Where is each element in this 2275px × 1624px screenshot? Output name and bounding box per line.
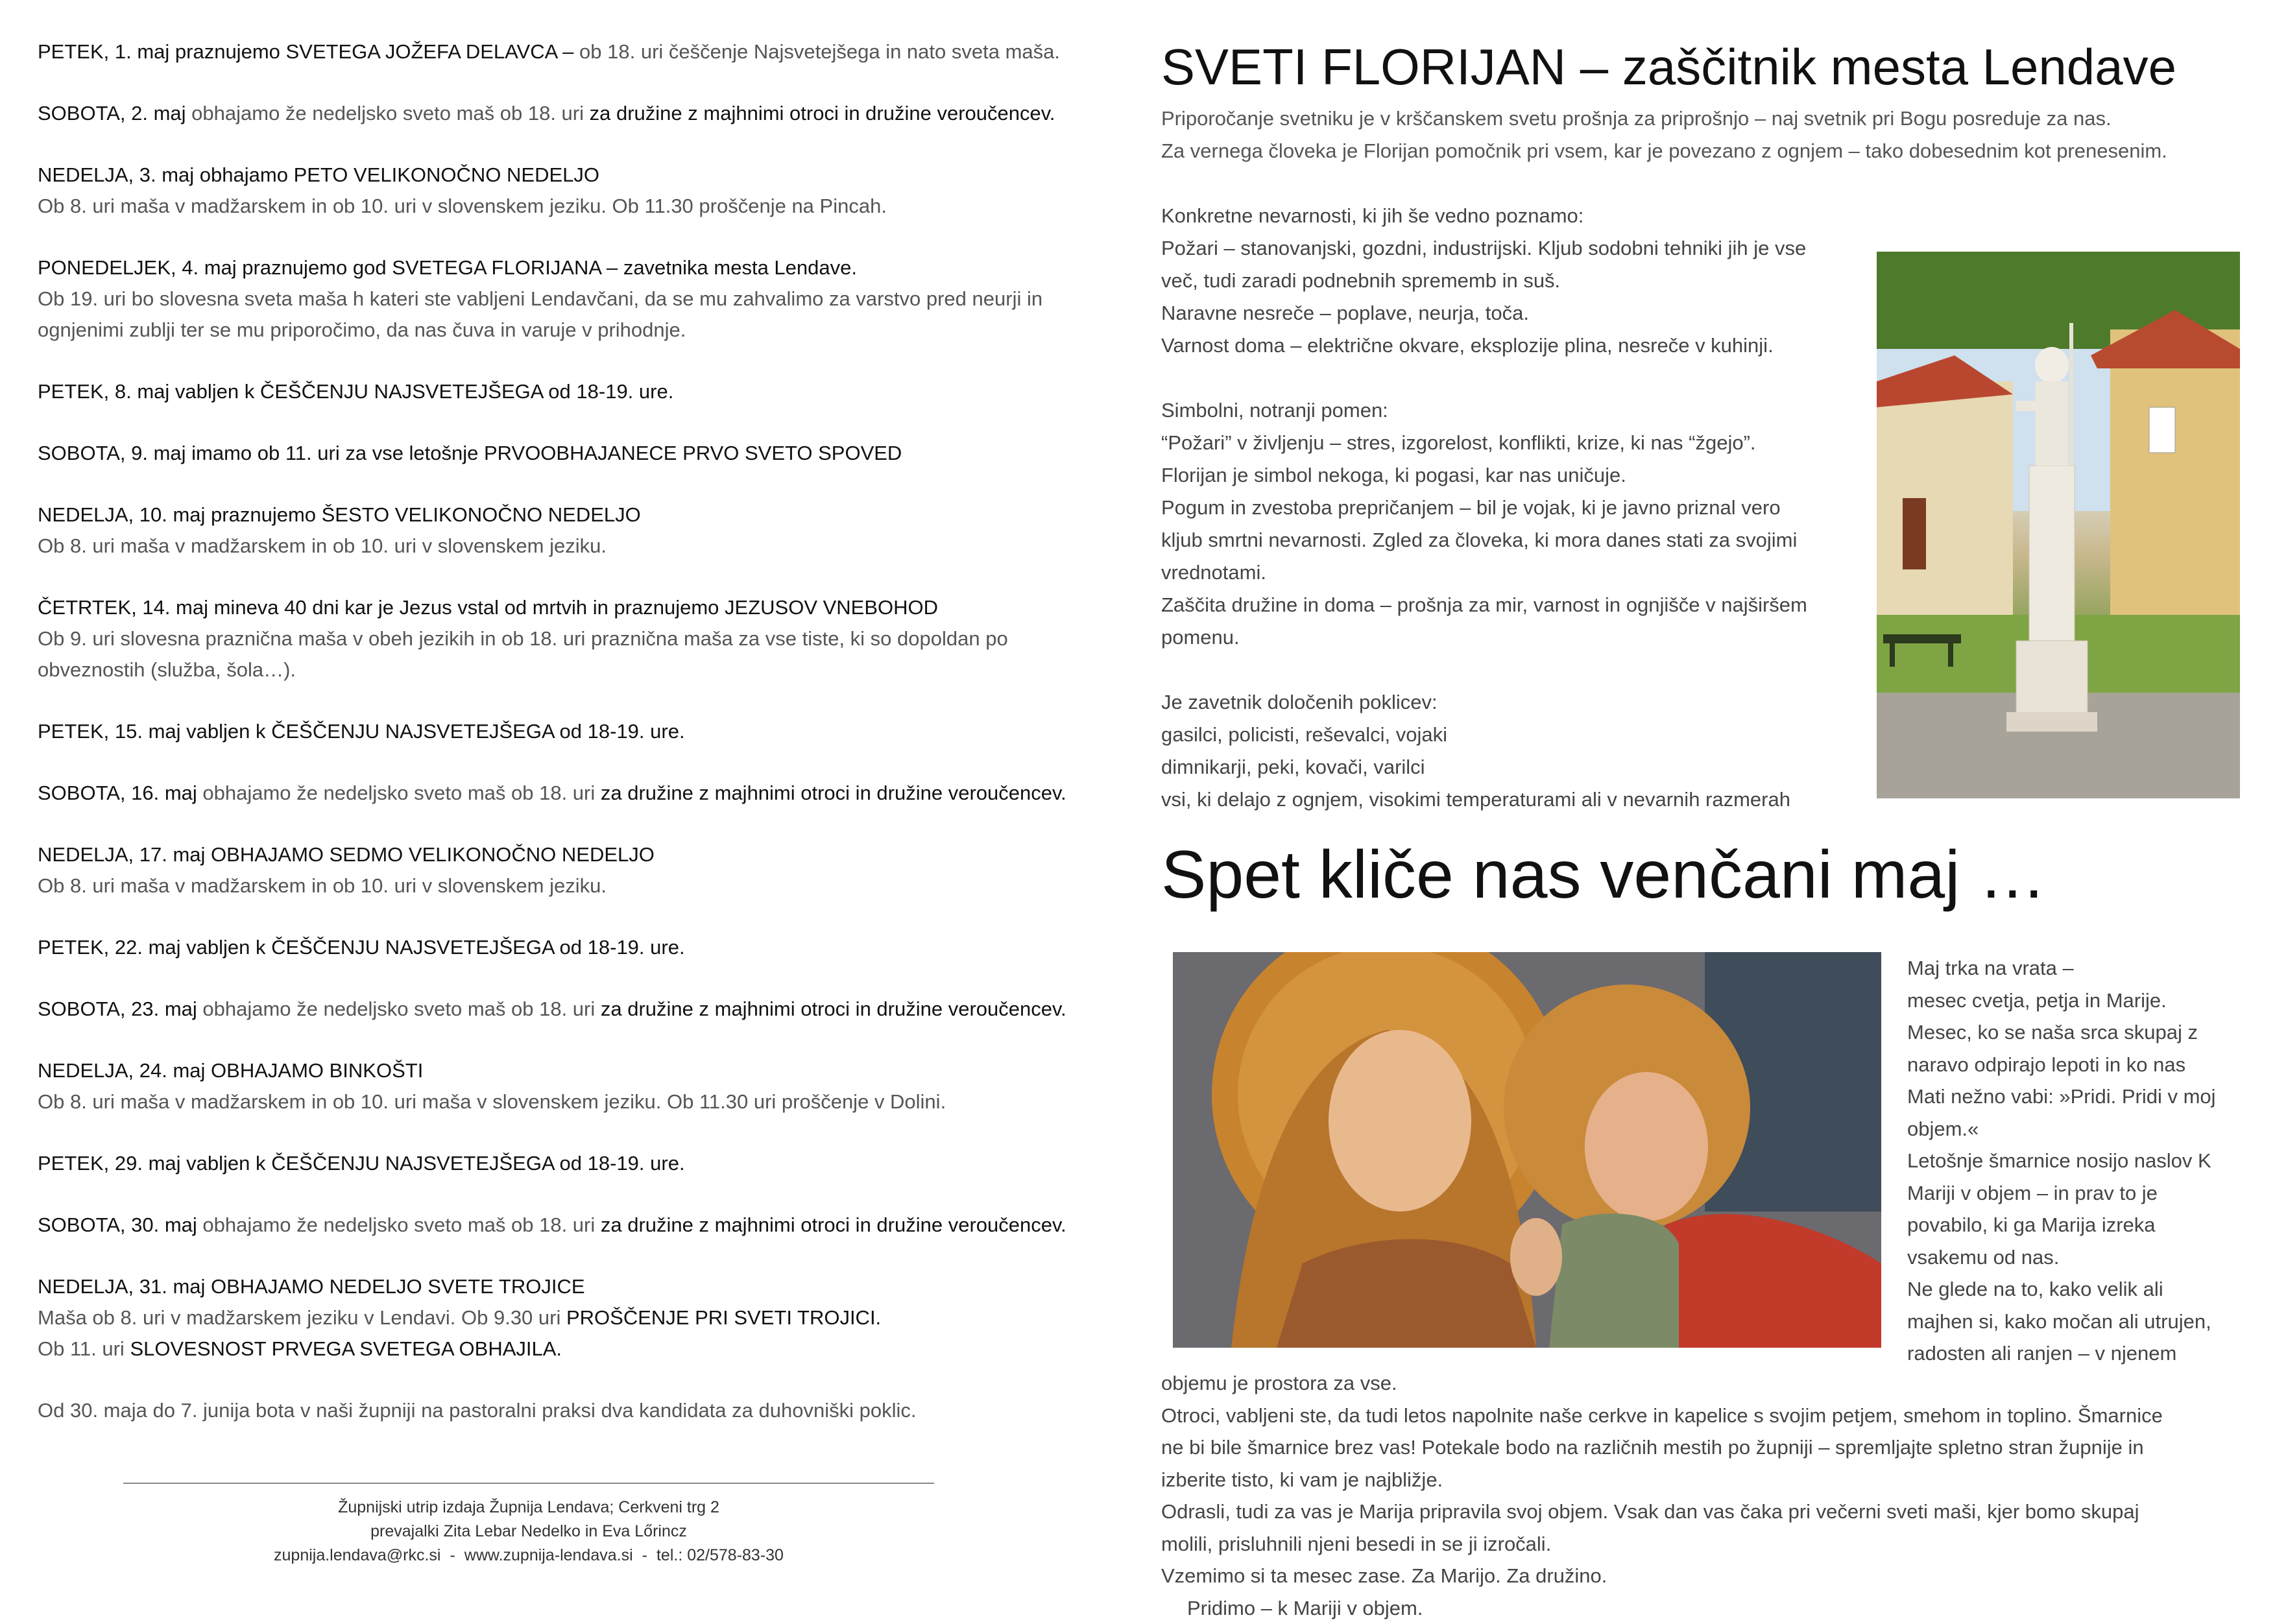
text-line: več, tudi zaradi podnebnih sprememb in suš. — [1161, 265, 1862, 297]
entry-heading-rest: obhajamo že nedeljsko sveto maš ob 18. uri — [197, 997, 595, 1020]
florijan-patron — [1161, 686, 1862, 816]
text-line: Mati nežno vabi: »Pridi. Pridi v moj — [1907, 1081, 2245, 1113]
text-line: Varnost doma – električne okvare, eksplozije plina, nesreče v kuhinji. — [1161, 329, 1862, 362]
madonna-fresco-image — [1173, 952, 1881, 1348]
entry-heading — [38, 252, 1140, 283]
entry-heading-extra: za družine z majhnimi otroci in družine veroučencev. — [595, 782, 1066, 804]
maj-bottom-text — [1161, 1367, 2245, 1624]
entry-detail: Ob 9. uri slovesna praznična maša v obeh jezikih in ob 18. uri praznična maša za vse tiste, ki so dopoldan po — [38, 623, 1140, 654]
entry-detail: Ob 19. uri bo slovesna sveta maša h kateri ste vabljeni Lendavčani, da se mu zahvalimo za varstvo pred neurji in — [38, 283, 1140, 315]
entry-heading — [38, 36, 1140, 67]
text-line: pomenu. — [1161, 621, 1862, 654]
entry-heading-main: SOBOTA, 16. maj — [38, 782, 197, 804]
text-line: Letošnje šmarnice nosijo naslov K — [1907, 1145, 2245, 1177]
entry-detail — [38, 1333, 1140, 1365]
entry-detail: Ob 8. uri maša v madžarskem in ob 10. uri v slovenskem jeziku. Ob 11.30 proščenje na Pincah. — [38, 191, 1140, 222]
seminarians-note: Od 30. maja do 7. junija bota v naši župniji na pastoralni praksi dva kandidata za duhovniški poklic. — [38, 1395, 1140, 1426]
text-line: majhen si, kako močan ali utrujen, — [1907, 1306, 2245, 1338]
entry-heading-main: PETEK, 15. maj vabljen k ČEŠČENJU NAJSVETEJŠEGA od 18-19. ure. — [38, 720, 685, 743]
statue-illustration — [1877, 252, 2240, 798]
entry-heading — [38, 839, 1140, 870]
entry-heading-main: NEDELJA, 24. maj OBHAJAMO BINKOŠTI — [38, 1059, 423, 1082]
text-line: vsi, ki delajo z ognjem, visokimi temperaturami ali v nevarnih razmerah — [1161, 783, 1862, 816]
schedule-column — [38, 36, 1140, 1426]
schedule-entry — [38, 98, 1140, 129]
entry-heading — [38, 1210, 1140, 1241]
text-line: kljub smrtni nevarnosti. Zgled za človeka, ki mora danes stati za svojimi — [1161, 524, 1862, 556]
entry-heading-extra: za družine z majhnimi otroci in družine veroučencev. — [595, 1213, 1066, 1236]
schedule-entry — [38, 1055, 1140, 1117]
text-line: Mariji v objem – in prav to je — [1907, 1177, 2245, 1210]
text-line: gasilci, policisti, reševalci, vojaki — [1161, 719, 1862, 751]
entry-detail-dark: SLOVESNOST PRVEGA SVETEGA OBHAJILA. — [125, 1337, 562, 1360]
text-line: izberite tisto, ki vam je najbližje. — [1161, 1464, 2245, 1496]
text-line: Mesec, ko se naša srca skupaj z — [1907, 1016, 2245, 1049]
text-line: povabilo, ki ga Marija izreka — [1907, 1209, 2245, 1241]
text-line: Ne glede na to, kako velik ali — [1907, 1273, 2245, 1306]
schedule-entry — [38, 1210, 1140, 1241]
text-line: Odrasli, tudi za vas je Marija pripravila svoj objem. Vsak dan vas čaka pri večerni sveti maši, kjer bomo skupaj — [1161, 1496, 2245, 1528]
footer-sep: - — [642, 1546, 647, 1564]
entry-heading-rest: ob 18. uri češčenje Najsvetejšega in nato sveta maša. — [573, 40, 1060, 63]
schedule-entry — [38, 36, 1140, 67]
entry-detail: ognjenimi zublji ter se mu priporočimo, da nas čuva in varuje v prihodnje. — [38, 315, 1140, 346]
entry-heading-extra: za družine z majhnimi otroci in družine veroučencev. — [595, 997, 1066, 1020]
entry-heading — [38, 716, 1140, 747]
maj-side-text — [1907, 952, 2245, 1370]
footer-sep: - — [450, 1546, 455, 1564]
closing-line — [1161, 1560, 2245, 1624]
entry-heading-main: SOBOTA, 23. maj — [38, 997, 197, 1020]
entry-detail: obveznostih (služba, šola…). — [38, 654, 1140, 686]
entry-heading-main: PONEDELJEK, 4. maj praznujemo god SVETEGA FLORIJANA – zavetnika mesta Lendave. — [38, 256, 857, 279]
closing-b: Pridimo – k Mariji v objem. — [1187, 1592, 2245, 1624]
entry-heading-main: PETEK, 29. maj vabljen k ČEŠČENJU NAJSVETEJŠEGA od 18-19. ure. — [38, 1152, 685, 1175]
entry-heading — [38, 499, 1140, 531]
closing-a: Vzemimo si ta mesec zase. Za Marijo. Za družino. — [1161, 1560, 2245, 1592]
entry-heading-main: ČETRTEK, 14. maj mineva 40 dni kar je Jezus vstal od mrtvih in praznujemo JEZUSOV VNEBOHOD — [38, 596, 938, 619]
entry-detail: Ob 8. uri maša v madžarskem in ob 10. uri v slovenskem jeziku. — [38, 870, 1140, 902]
text-line: mesec cvetja, petja in Marije. — [1907, 985, 2245, 1017]
footer-publisher: Župnijski utrip izdaja Župnija Lendava; Cerkveni trg 2 — [123, 1496, 934, 1520]
schedule-entry — [38, 994, 1140, 1025]
schedule-entry — [38, 499, 1140, 562]
text-line: Zaščita družine in doma – prošnja za mir, varnost in ognjišče v najširšem — [1161, 589, 1862, 621]
schedule-entry — [38, 592, 1140, 686]
text-line: objemu je prostora za vse. — [1161, 1367, 2245, 1400]
fresco-illustration — [1173, 952, 1881, 1348]
schedule-entry — [38, 1148, 1140, 1179]
schedule-entry — [38, 839, 1140, 902]
entry-detail-dark: PROŠČENJE PRI SVETI TROJICI. — [560, 1306, 881, 1329]
text-line: Pogum in zvestoba prepričanjem – bil je vojak, ki je javno priznal vero — [1161, 492, 1862, 524]
entry-detail: Ob 8. uri maša v madžarskem in ob 10. uri v slovenskem jeziku. — [38, 531, 1140, 562]
text-line: Konkretne nevarnosti, ki jih še vedno poznamo: — [1161, 200, 1862, 232]
text-line: vrednotami. — [1161, 556, 1862, 589]
florijan-intro — [1161, 102, 2245, 167]
entry-heading-main: PETEK, 22. maj vabljen k ČEŠČENJU NAJSVETEJŠEGA od 18-19. ure. — [38, 936, 685, 959]
entry-heading — [38, 1055, 1140, 1086]
entry-heading — [38, 592, 1140, 623]
entry-heading-rest: obhajamo že nedeljsko sveto maš ob 18. uri — [197, 1213, 595, 1236]
entry-heading-main: SOBOTA, 9. maj imamo ob 11. uri za vse letošnje PRVOOBHAJANECE PRVO SVETO SPOVED — [38, 442, 902, 464]
entry-heading-main: SOBOTA, 30. maj — [38, 1213, 197, 1236]
florijan-symbolic — [1161, 394, 1862, 654]
schedule-entry — [38, 376, 1140, 407]
text-line: naravo odpirajo lepoti in ko nas — [1907, 1049, 2245, 1081]
text-line: ne bi bile šmarnice brez vas! Potekale bodo na različnih mestih po župniji – spremljajte spletno stran župnije in — [1161, 1431, 2245, 1464]
entry-detail: Ob 8. uri maša v madžarskem in ob 10. uri maša v slovenskem jeziku. Ob 11.30 uri proščenje v Dolini. — [38, 1086, 1140, 1117]
entry-heading-main: NEDELJA, 3. maj obhajamo PETO VELIKONOČNO NEDELJO — [38, 163, 599, 186]
florijan-intro-line: Priporočanje svetniku je v krščanskem svetu prošnja za priprošnjo – naj svetnik pri Bogu posreduje za nas. — [1161, 102, 2245, 135]
florijan-title: SVETI FLORIJAN – zaščitnik mesta Lendave — [1161, 38, 2176, 97]
entry-heading — [38, 778, 1140, 809]
entry-heading — [38, 160, 1140, 191]
entry-heading-main: NEDELJA, 10. maj praznujemo ŠESTO VELIKONOČNO NEDELJO — [38, 503, 641, 526]
text-line: “Požari” v življenju – stres, izgorelost, konflikti, krize, ki nas “žgejo”. — [1161, 427, 1862, 459]
schedule-entry — [38, 252, 1140, 346]
entry-heading: NEDELJA, 31. maj OBHAJAMO NEDELJO SVETE TROJICE — [38, 1271, 1140, 1302]
entry-heading-rest: obhajamo že nedeljsko sveto maš ob 18. uri — [197, 782, 595, 804]
text-line: dimnikarji, peki, kovači, varilci — [1161, 751, 1862, 783]
text-line: Florijan je simbol nekoga, ki pogasi, kar nas uničuje. — [1161, 459, 1862, 492]
entry-heading-main: PETEK, 8. maj vabljen k ČEŠČENJU NAJSVETEJŠEGA od 18-19. ure. — [38, 380, 673, 403]
florijan-statue-photo — [1877, 252, 2240, 798]
entry-heading-main: PETEK, 1. maj praznujemo SVETEGA JOŽEFA DELAVCA – — [38, 40, 573, 63]
entry-heading — [38, 1148, 1140, 1179]
entry-detail-plain: Ob 11. uri — [38, 1337, 125, 1360]
entry-heading-rest: obhajamo že nedeljsko sveto maš ob 18. uri — [186, 102, 584, 125]
entry-heading-main: NEDELJA, 17. maj OBHAJAMO SEDMO VELIKONOČNO NEDELJO — [38, 843, 655, 866]
text-line: objem.« — [1907, 1113, 2245, 1145]
entry-detail — [38, 1302, 1140, 1333]
text-line: Je zavetnik določenih poklicev: — [1161, 686, 1862, 719]
entry-heading — [38, 932, 1140, 963]
footer — [123, 1483, 934, 1568]
maj-title: Spet kliče nas venčani maj … — [1161, 837, 2046, 914]
text-line: radosten ali ranjen – v njenem — [1907, 1337, 2245, 1370]
footer-translators: prevajalki Zita Lebar Nedelko in Eva Lőrincz — [123, 1520, 934, 1544]
text-line: Maj trka na vrata – — [1907, 952, 2245, 985]
text-line: Simbolni, notranji pomen: — [1161, 394, 1862, 427]
schedule-entry — [38, 1271, 1140, 1365]
footer-web[interactable]: www.zupnija-lendava.si — [464, 1546, 633, 1564]
entry-heading — [38, 376, 1140, 407]
schedule-entry — [38, 438, 1140, 469]
entry-heading — [38, 438, 1140, 469]
florijan-dangers — [1161, 200, 1862, 362]
schedule-entry — [38, 716, 1140, 747]
entry-heading-main: SOBOTA, 2. maj — [38, 102, 186, 125]
florijan-intro-line: Za vernega človeka je Florijan pomočnik pri vsem, kar je povezano z ognjem – tako dobesednim kot prenesenim. — [1161, 135, 2245, 167]
text-line: Požari – stanovanjski, gozdni, industrijski. Kljub sodobni tehniki jih je vse — [1161, 232, 1862, 265]
schedule-entry — [38, 160, 1140, 222]
entry-heading — [38, 98, 1140, 129]
entry-detail-plain: Maša ob 8. uri v madžarskem jeziku v Lendavi. Ob 9.30 uri — [38, 1306, 560, 1329]
text-line: molili, prisluhnili njeni besedi in se ji izročali. — [1161, 1528, 2245, 1560]
schedule-entry — [38, 778, 1140, 809]
footer-tel: tel.: 02/578-83-30 — [656, 1546, 784, 1564]
footer-contacts — [123, 1544, 934, 1568]
text-line: Otroci, vabljeni ste, da tudi letos napolnite naše cerkve in kapelice s svojim petjem, smehom in toplino. Šmarnice — [1161, 1400, 2245, 1432]
entry-heading-extra: za družine z majhnimi otroci in družine veroučencev. — [584, 102, 1055, 125]
entry-heading — [38, 994, 1140, 1025]
text-line: Naravne nesreče – poplave, neurja, toča. — [1161, 297, 1862, 329]
footer-email[interactable]: zupnija.lendava@rkc.si — [274, 1546, 440, 1564]
text-line: vsakemu od nas. — [1907, 1241, 2245, 1274]
schedule-entry — [38, 932, 1140, 963]
